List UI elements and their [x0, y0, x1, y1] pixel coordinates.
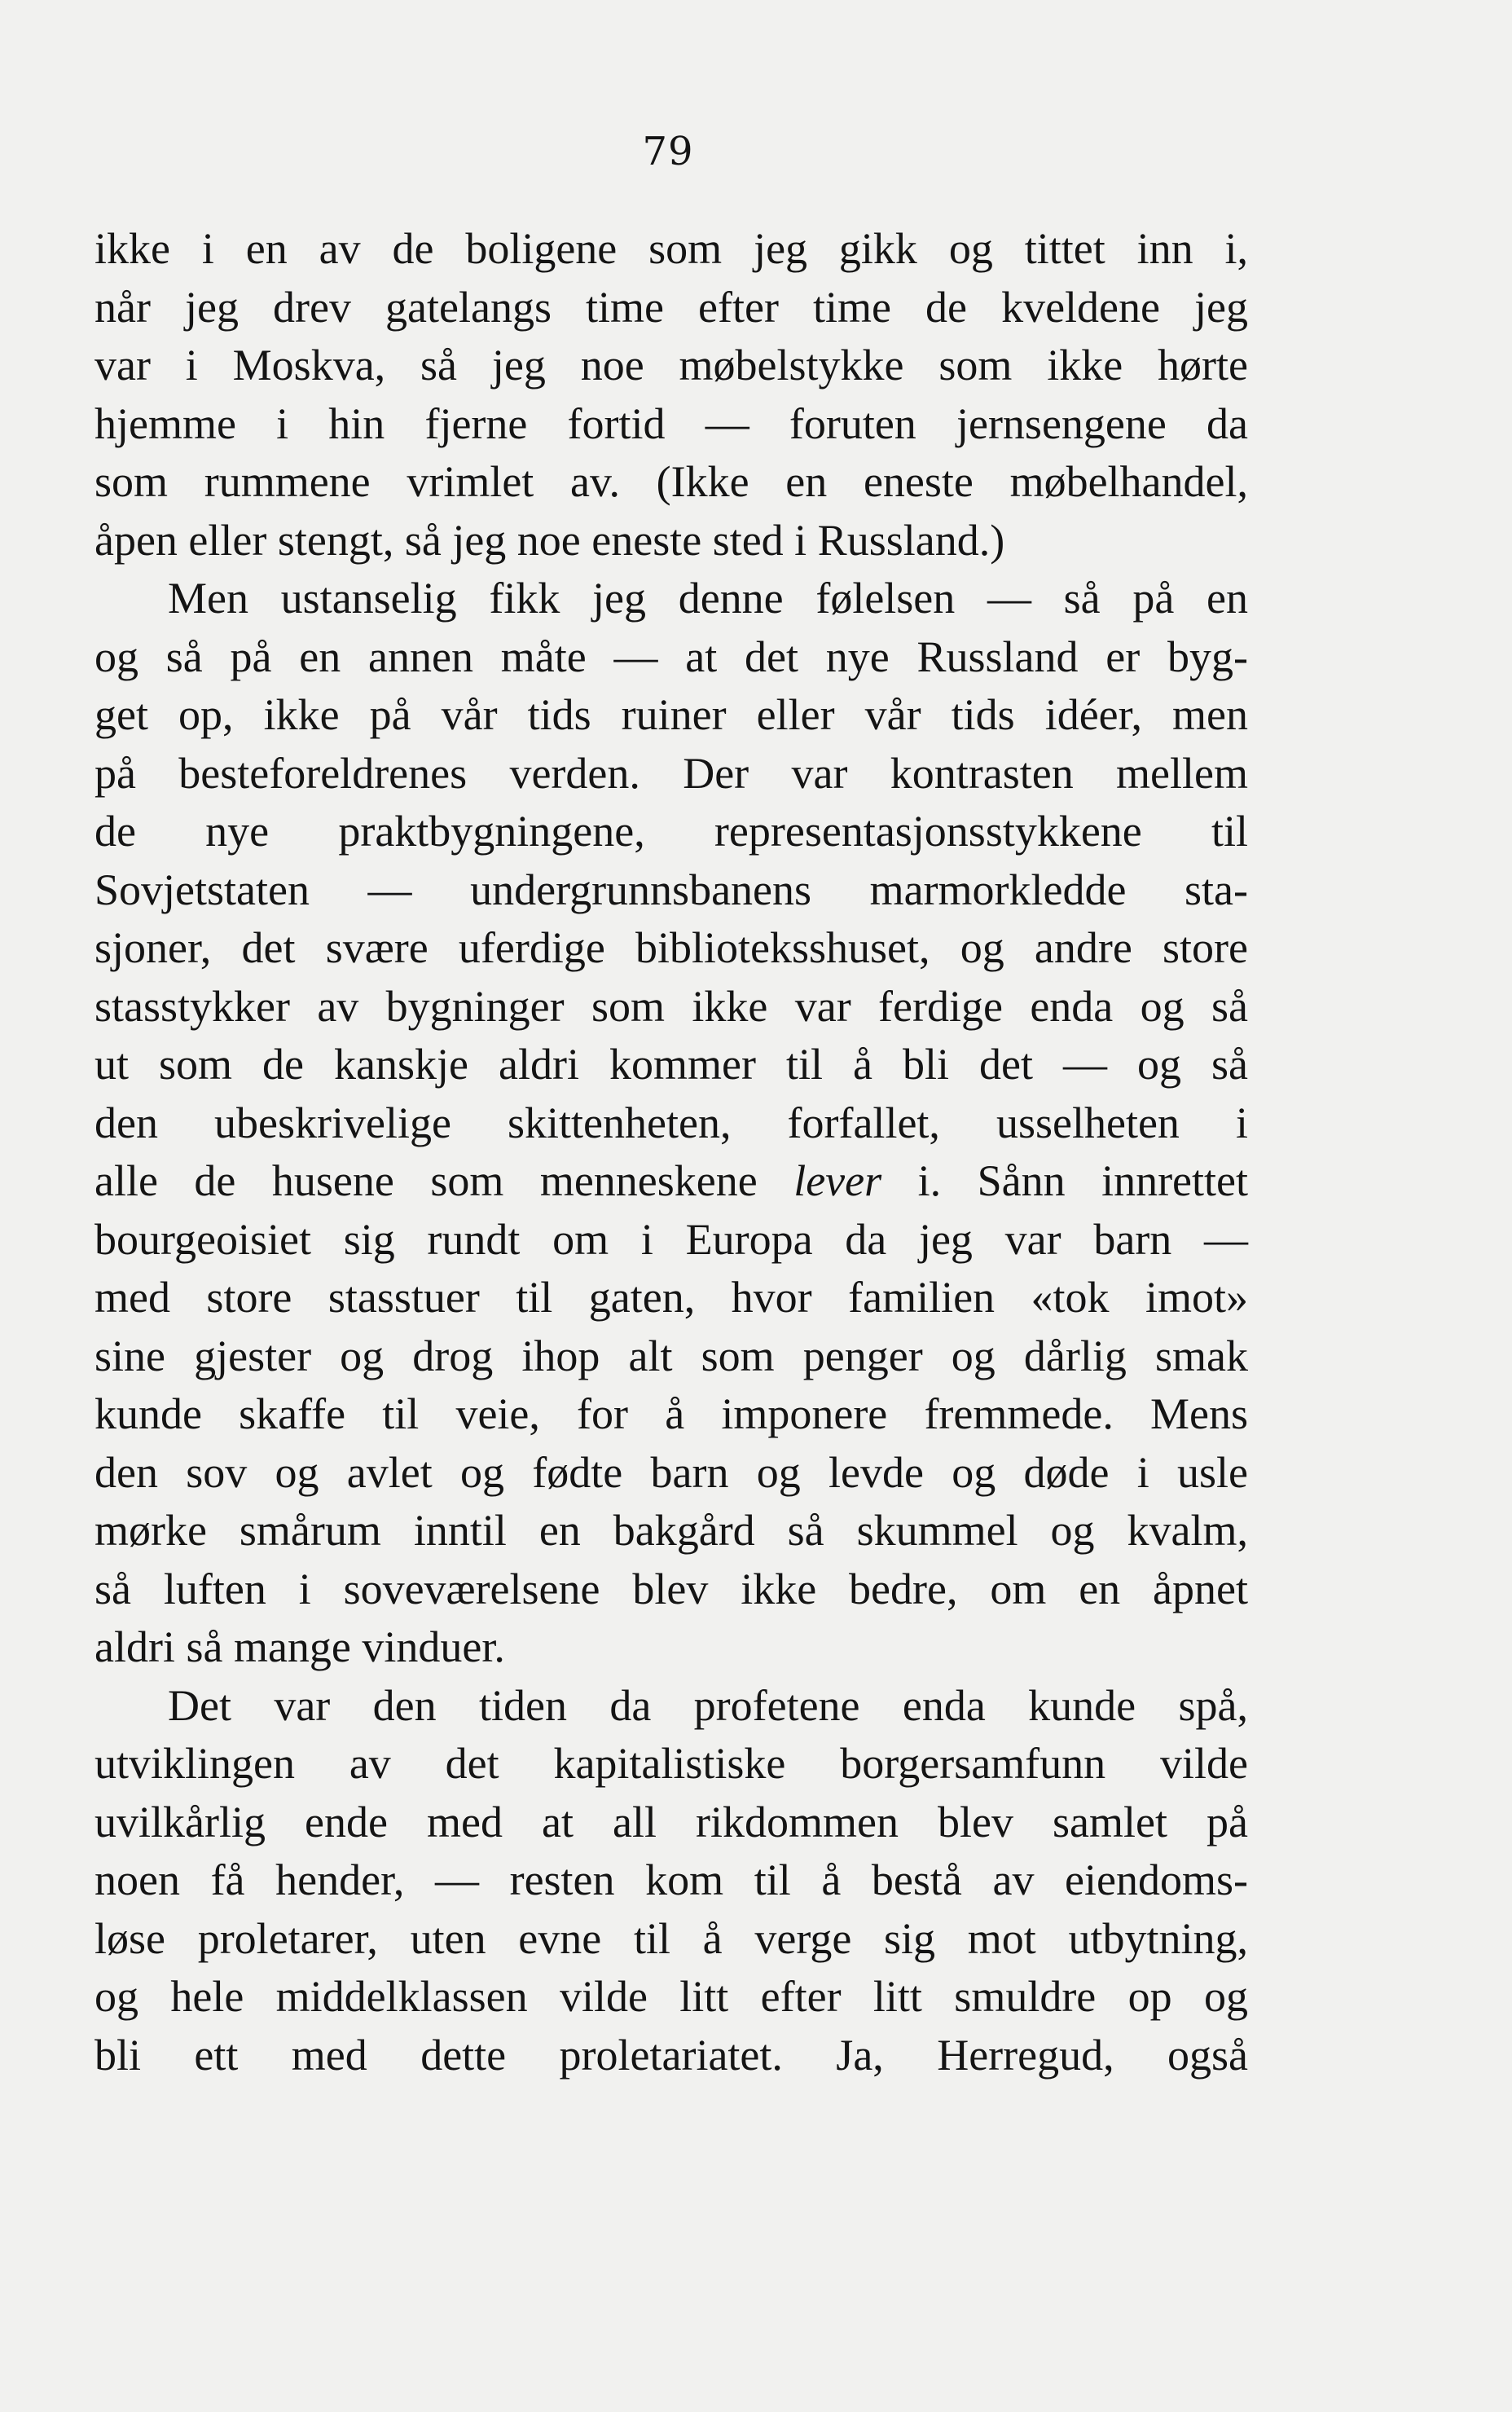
text-line: og så på en annen måte — at det nye Russland er byg-: [94, 632, 1248, 681]
text-line: bli ett med dette proletariatet. Ja, Herregud, også: [94, 2030, 1248, 2080]
text-line: de nye praktbygningene, representasjonsstykkene til: [94, 807, 1248, 856]
text-line: mørke smårum inntil en bakgård så skummel og kvalm,: [94, 1506, 1248, 1555]
italic-word: lever: [793, 1156, 882, 1205]
text-line-with-italic: [94, 1152, 1248, 1211]
text-line: utviklingen av det kapitalistiske borgersamfunn vilde: [94, 1739, 1248, 1788]
text-line: bourgeoisiet sig rundt om i Europa da jeg var barn —: [94, 1214, 1248, 1264]
text-line: stasstykker av bygninger som ikke var ferdige enda og så: [94, 981, 1248, 1031]
text-line: som rummene vrimlet av. (Ikke en eneste møbelhandel,: [94, 457, 1248, 506]
text-line: så luften i soveværelsene blev ikke bedre, om en åpnet: [94, 1564, 1248, 1613]
text-line: med store stasstuer til gaten, hvor familien «tok imot»: [94, 1273, 1248, 1322]
text-line: Men ustanselig fikk jeg denne følelsen — så på en: [168, 574, 1248, 623]
text-line: Det var den tiden da profetene enda kunde spå,: [168, 1680, 1248, 1730]
page-number: 79: [642, 129, 694, 174]
text-line: ikke i en av de boligene som jeg gikk og tittet inn i,: [94, 224, 1248, 273]
text-line: kunde skaffe til veie, for å imponere fremmede. Mens: [94, 1389, 1248, 1438]
text-line: aldri så mange vinduer.: [94, 1622, 505, 1671]
line-segment: alle de husene som menneskene: [94, 1156, 794, 1205]
text-line: Sovjetstaten — undergrunnsbanens marmorkledde sta-: [94, 865, 1248, 914]
text-line: get op, ikke på vår tids ruiner eller vår tids idéer, men: [94, 690, 1248, 739]
text-line: på besteforeldrenes verden. Der var kontrasten mellem: [94, 748, 1248, 798]
line-segment: i. Sånn innrettet: [881, 1156, 1248, 1205]
text-line: uvilkårlig ende med at all rikdommen blev samlet på: [94, 1797, 1248, 1846]
text-line: sine gjester og drog ihop alt som penger og dårlig smak: [94, 1331, 1248, 1380]
text-line: åpen eller stengt, så jeg noe eneste sted i Russland.): [94, 515, 1005, 565]
text-line: hjemme i hin fjerne fortid — foruten jernsengene da: [94, 398, 1248, 448]
text-line: den sov og avlet og fødte barn og levde og døde i usle: [94, 1447, 1248, 1497]
text-line: var i Moskva, så jeg noe møbelstykke som ikke hørte: [94, 341, 1248, 390]
text-line: noen få hender, — resten kom til å bestå av eiendoms-: [94, 1855, 1248, 1904]
text-line: når jeg drev gatelangs time efter time de kveldene jeg: [94, 282, 1248, 332]
text-line: den ubeskrivelige skittenheten, forfallet, usselheten i: [94, 1098, 1248, 1147]
text-line: løse proletarer, uten evne til å verge sig mot utbytning,: [94, 1913, 1248, 1963]
body-text: [94, 220, 1248, 2084]
text-line: og hele middelklassen vilde litt efter litt smuldre op og: [94, 1972, 1248, 2021]
text-line: sjoner, det svære uferdige biblioteksshuset, og andre store: [94, 923, 1248, 972]
text-line: ut som de kanskje aldri kommer til å bli det — og så: [94, 1040, 1248, 1089]
